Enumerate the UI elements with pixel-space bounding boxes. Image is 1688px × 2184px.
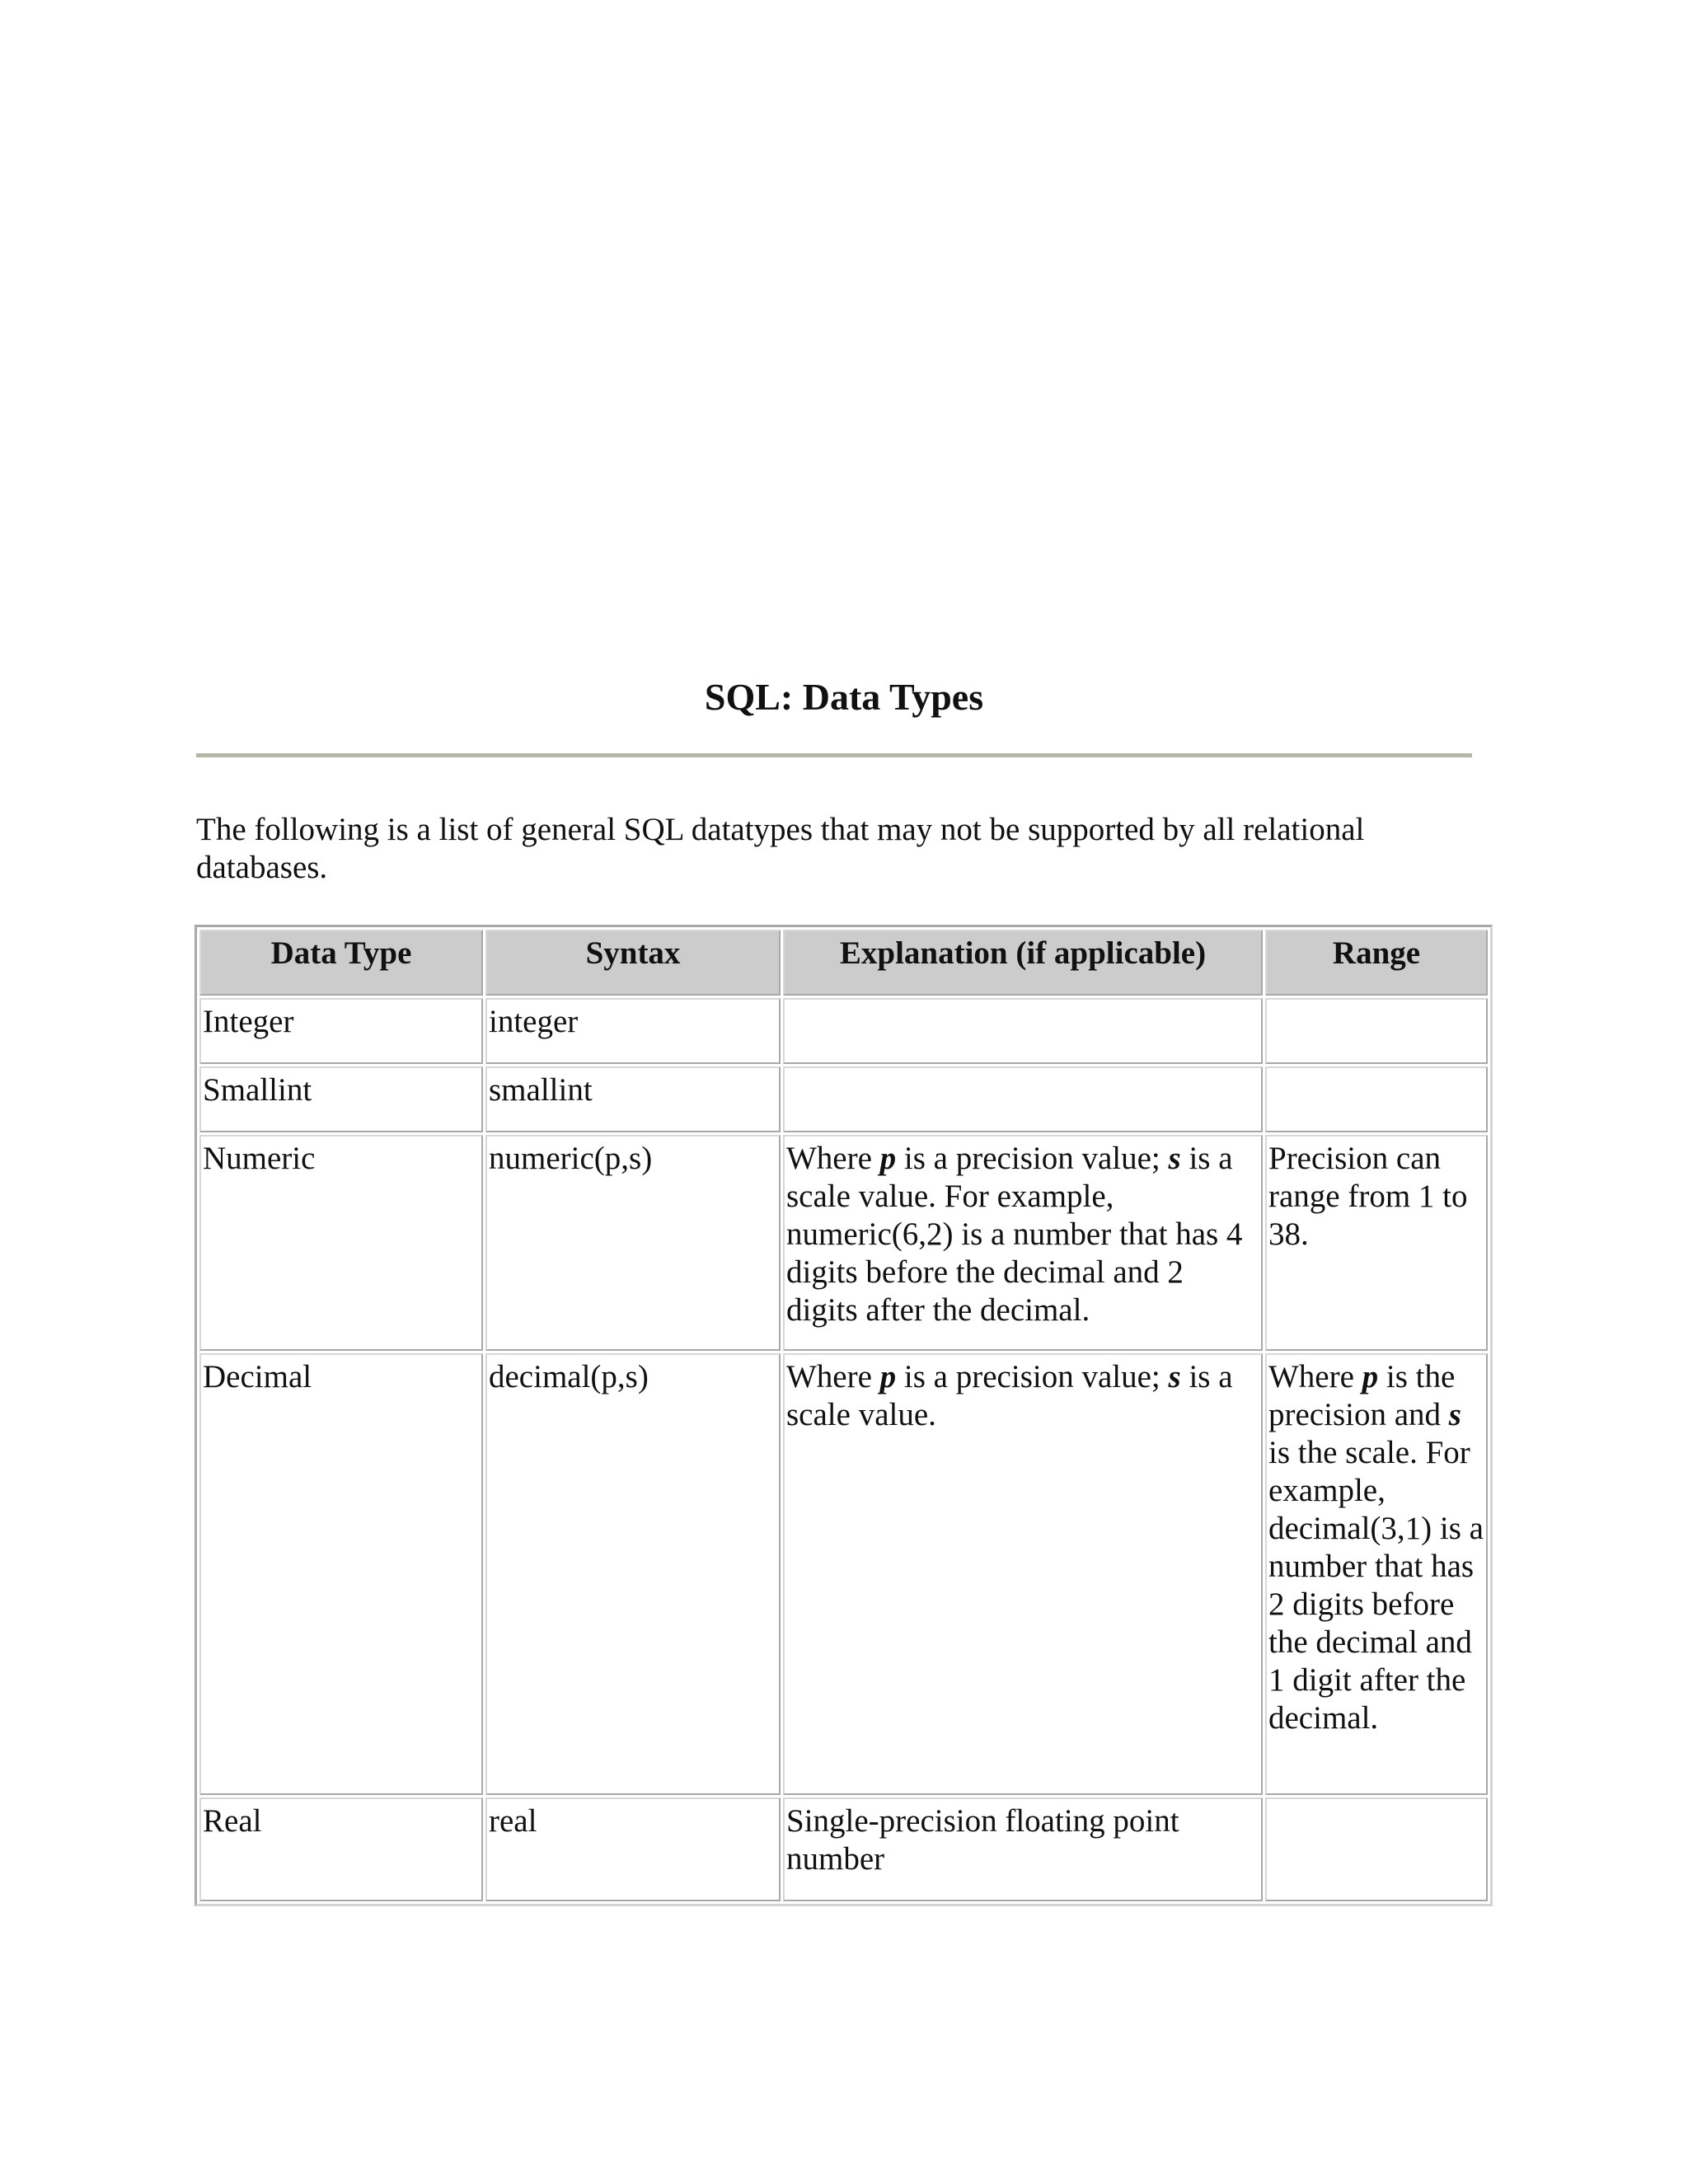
cell-type: Real (199, 1797, 483, 1901)
cell-range: Precision can range from 1 to 38. (1265, 1135, 1488, 1351)
cell-explanation: Single-precision floating point number (783, 1797, 1263, 1901)
cell-range (1265, 998, 1488, 1064)
title-divider (196, 753, 1472, 757)
var-s: s (1168, 1141, 1181, 1176)
var-s: s (1448, 1397, 1461, 1432)
data-types-table (195, 925, 1493, 1906)
var-p: p (1362, 1359, 1379, 1394)
cell-range (1265, 1066, 1488, 1132)
table-row (199, 1135, 1488, 1351)
text-fragment: is a scale value. (786, 1359, 1233, 1432)
table-header-row (199, 930, 1488, 996)
header-explanation: Explanation (if applicable) (783, 930, 1263, 996)
cell-explanation (783, 1353, 1263, 1795)
cell-explanation (783, 1066, 1263, 1132)
text-fragment: is the scale. For example, decimal(3,1) is a number that has 2 digits before the decimal and 1 digit after the decimal. (1268, 1435, 1484, 1736)
table-row (199, 1797, 1488, 1901)
cell-range (1265, 1353, 1488, 1795)
header-syntax: Syntax (485, 930, 781, 996)
text-fragment: Where (786, 1359, 880, 1394)
header-range: Range (1265, 930, 1488, 996)
cell-type: Numeric (199, 1135, 483, 1351)
table-row (199, 1353, 1488, 1795)
cell-syntax: integer (485, 998, 781, 1064)
text-fragment: is a precision value; (896, 1141, 1169, 1176)
cell-syntax: decimal(p,s) (485, 1353, 781, 1795)
intro-paragraph: The following is a list of general SQL datatypes that may not be supported by all relational databases. (196, 812, 1365, 885)
table-row (199, 1066, 1488, 1132)
cell-type: Integer (199, 998, 483, 1064)
cell-explanation (783, 998, 1263, 1064)
cell-type: Smallint (199, 1066, 483, 1132)
cell-type: Decimal (199, 1353, 483, 1795)
text-fragment: is a scale value. For example, numeric(6,2) is a number that has 4 digits before the decimal and 2 digits after the decimal. (786, 1141, 1243, 1328)
page-title: SQL: Data Types (704, 676, 984, 718)
cell-range (1265, 1797, 1488, 1901)
cell-explanation (783, 1135, 1263, 1351)
var-s: s (1168, 1359, 1181, 1394)
table-row (199, 998, 1488, 1064)
header-data-type: Data Type (199, 930, 483, 996)
cell-syntax: numeric(p,s) (485, 1135, 781, 1351)
text-fragment: is the precision and (1268, 1359, 1456, 1432)
var-p: p (879, 1141, 897, 1176)
text-fragment: Where (786, 1141, 880, 1176)
text-fragment: is a precision value; (896, 1359, 1169, 1394)
cell-syntax: real (485, 1797, 781, 1901)
cell-syntax: smallint (485, 1066, 781, 1132)
var-p: p (879, 1359, 897, 1394)
text-fragment: Where (1268, 1359, 1362, 1394)
